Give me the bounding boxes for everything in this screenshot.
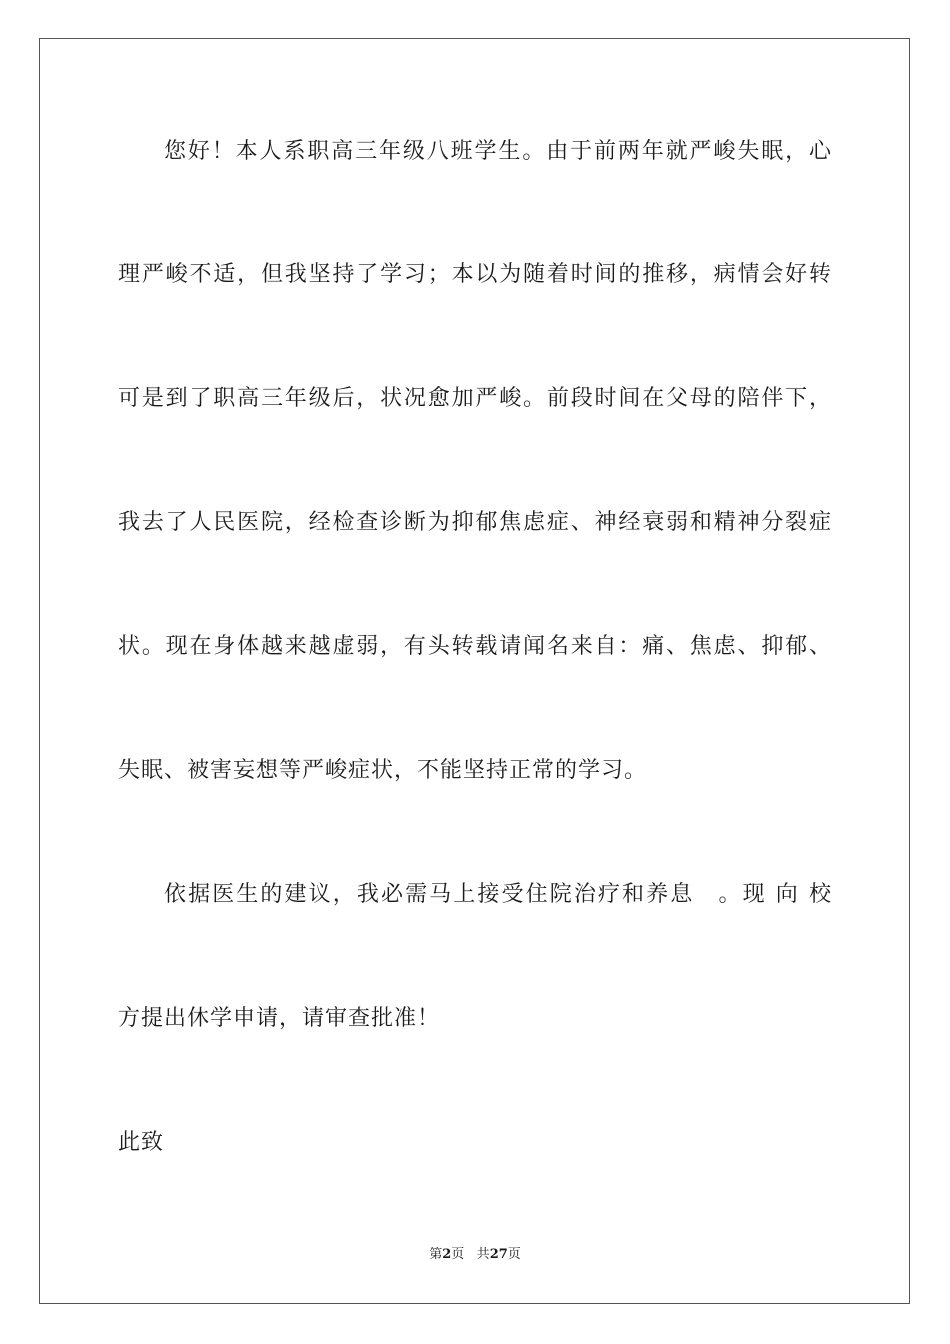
paragraph-line-3: 可是到了职高三年级后，状况愈加严峻。前段时间在父母的陪伴下， [118,386,832,411]
paragraph-line-5: 状。现在身体越来越虚弱，有头转载请闻名来自：痛、焦虑、抑郁、 [118,634,832,659]
footer-page-unit: 页 [451,1247,465,1262]
paragraph-line-7: 依据医生的建议，我必需马上接受住院治疗和养息 。现 向 校 [164,882,832,907]
footer-page-prefix: 第 [429,1247,443,1262]
footer-page-number: 2 [442,1247,452,1262]
paragraph-line-1: 您好！本人系职高三年级八班学生。由于前两年就严峻失眠，心 [164,139,832,164]
paragraph-line-2: 理严峻不适，但我坚持了学习；本以为随着时间的推移，病情会好转 [118,262,832,287]
paragraph-line-6: 失眠、被害妄想等严峻症状，不能坚持正常的学习。 [118,758,648,783]
page-footer [0,1246,950,1264]
footer-total-pages: 27 [489,1247,508,1262]
paragraph-line-8: 方提出休学申请，请审查批准！ [118,1006,441,1031]
footer-total-unit: 页 [507,1247,521,1262]
closing-salutation: 此致 [118,1130,165,1155]
page-border [39,38,910,1304]
paragraph-line-4: 我去了人民医院，经检查诊断为抑郁焦虑症、神经衰弱和精神分裂症 [118,510,832,535]
footer-total-prefix: 共 [476,1247,490,1262]
